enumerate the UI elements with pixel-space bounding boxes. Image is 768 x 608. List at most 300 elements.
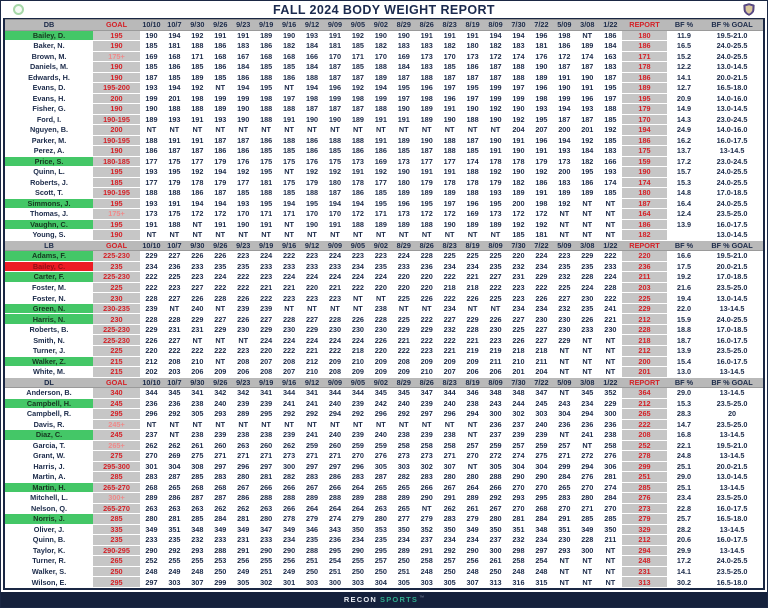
date-column-header: 9/23 (232, 377, 255, 388)
weight-cell: 260 (255, 440, 278, 451)
report-cell: 252 (622, 440, 667, 451)
goal-cell: 190 (93, 230, 140, 241)
date-column-header: 8/29 (392, 377, 415, 388)
weight-cell: 189 (415, 114, 438, 125)
weight-cell: NT (278, 219, 301, 230)
weight-cell: 184 (392, 62, 415, 73)
weight-cell: 251 (255, 566, 278, 577)
weight-cell: 306 (599, 461, 622, 472)
weight-cell: NT (163, 430, 186, 441)
bf-goal-cell: 23.0-24.5 (701, 156, 763, 167)
weight-cell: 260 (209, 440, 232, 451)
weight-cell: NT (369, 125, 392, 136)
weight-cell: 282 (278, 472, 301, 483)
weight-cell: 191 (163, 198, 186, 209)
player-row (5, 461, 763, 472)
weight-cell: 223 (369, 251, 392, 262)
player-row (5, 472, 763, 483)
weight-cell: NT (392, 419, 415, 430)
weight-cell: 279 (346, 514, 369, 525)
weight-cell: 255 (186, 556, 209, 567)
report-cell: 201 (622, 367, 667, 378)
weight-cell: NT (301, 230, 324, 241)
weight-cell: 196 (530, 83, 553, 94)
weight-cell: 288 (278, 493, 301, 504)
bf-cell: 17.2 (667, 156, 701, 167)
weight-cell: NT (186, 335, 209, 346)
weight-cell: 173 (346, 156, 369, 167)
player-name: Taylor, K. (5, 545, 93, 556)
player-row (5, 104, 763, 115)
weight-cell: 188 (369, 104, 392, 115)
weight-cell: 191 (530, 146, 553, 157)
weight-cell: 307 (461, 577, 484, 588)
weight-cell: NT (346, 293, 369, 304)
weight-cell: 177 (369, 177, 392, 188)
bf-goal-cell: 23.5-25.0 (701, 566, 763, 577)
weight-cell: 263 (232, 440, 255, 451)
weight-cell: 289 (392, 545, 415, 556)
weight-cell: 221 (461, 335, 484, 346)
bf-cell: 15.2 (667, 51, 701, 62)
bf-goal-cell: 14.0-16.0 (701, 93, 763, 104)
weight-cell: 239 (415, 398, 438, 409)
weight-cell: 263 (186, 503, 209, 514)
weight-cell: 189 (576, 188, 599, 199)
bf-goal-cell: 23.0-24.5 (701, 114, 763, 125)
weight-cell: 209 (438, 356, 461, 367)
weight-cell: 291 (415, 545, 438, 556)
weight-cell: 291 (553, 514, 576, 525)
player-row (5, 188, 763, 199)
weight-cell: 235 (209, 261, 232, 272)
weight-cell: 192 (599, 125, 622, 136)
weight-cell: 284 (553, 472, 576, 483)
weight-cell: 224 (324, 251, 347, 262)
weight-cell: 191 (415, 30, 438, 41)
weight-cell: 208 (163, 356, 186, 367)
weight-cell: 177 (140, 177, 163, 188)
weight-cell: 191 (186, 135, 209, 146)
weight-cell: 206 (484, 367, 507, 378)
weight-cell: 240 (530, 419, 553, 430)
weight-cell: 236 (163, 261, 186, 272)
player-row (5, 398, 763, 409)
weight-cell: 193 (576, 104, 599, 115)
weight-cell: 184 (301, 41, 324, 52)
weight-cell: 251 (324, 566, 347, 577)
report-cell: 313 (622, 577, 667, 588)
weight-cell: 189 (576, 41, 599, 52)
weight-cell: 283 (209, 472, 232, 483)
goal-cell: 225-230 (93, 272, 140, 283)
weight-cell: 188 (255, 72, 278, 83)
weight-cell: 167 (232, 51, 255, 62)
weight-cell: 193 (140, 83, 163, 94)
weight-cell: NT (278, 83, 301, 94)
weight-cell: 292 (163, 409, 186, 420)
weight-cell: 185 (599, 114, 622, 125)
weight-cell: 191 (209, 30, 232, 41)
weight-cell: 187 (576, 114, 599, 125)
weight-cell: 189 (140, 114, 163, 125)
weight-cell: 199 (507, 93, 530, 104)
weight-cell: 266 (415, 482, 438, 493)
weight-cell: 191 (507, 135, 530, 146)
weight-cell: 280 (232, 472, 255, 483)
weight-cell: 293 (186, 545, 209, 556)
bf-cell: 28.2 (667, 524, 701, 535)
goal-cell: 200 (93, 125, 140, 136)
player-name: Foster, M. (5, 282, 93, 293)
goal-cell: 295 (93, 577, 140, 588)
goal-cell: 215 (93, 367, 140, 378)
weight-cell: 233 (186, 261, 209, 272)
report-cell: 294 (622, 545, 667, 556)
weight-cell: 187 (324, 104, 347, 115)
player-name: Grant, W. (5, 451, 93, 462)
weight-cell: 292 (163, 545, 186, 556)
weight-cell: 230 (324, 324, 347, 335)
weight-cell: 224 (599, 272, 622, 283)
weight-cell: 227 (255, 314, 278, 325)
weight-cell: NT (232, 419, 255, 430)
weight-cell: 196 (324, 83, 347, 94)
weight-cell: 185 (140, 62, 163, 73)
player-row (5, 156, 763, 167)
weight-cell: 305 (484, 461, 507, 472)
weight-cell: 191 (484, 146, 507, 157)
section-header-row (5, 20, 763, 31)
weight-cell: 185 (255, 146, 278, 157)
player-name: Daniels, M. (5, 62, 93, 73)
weight-cell: 229 (301, 324, 324, 335)
player-name: Turner, R. (5, 556, 93, 567)
weight-cell: 178 (186, 177, 209, 188)
weight-cell: 188 (507, 72, 530, 83)
weight-cell: 255 (163, 556, 186, 567)
player-name: Brown, M. (5, 51, 93, 62)
date-column-header: 9/05 (346, 377, 369, 388)
weight-cell: 175 (324, 156, 347, 167)
weight-cell: 268 (186, 482, 209, 493)
weight-cell: 209 (415, 356, 438, 367)
weight-cell: 178 (438, 177, 461, 188)
goal-cell: 295-300 (93, 461, 140, 472)
weight-cell: 186 (346, 146, 369, 157)
weight-cell: 196 (415, 83, 438, 94)
date-column-header: 8/23 (438, 20, 461, 31)
weight-cell: 193 (232, 198, 255, 209)
weight-cell: 220 (415, 272, 438, 283)
weight-cell: NT (484, 125, 507, 136)
weight-cell: 261 (461, 503, 484, 514)
weight-cell: 307 (186, 577, 209, 588)
bf-goal-cell: 17.0-18.5 (701, 272, 763, 283)
player-row (5, 93, 763, 104)
goal-cell: 195 (93, 167, 140, 178)
weight-cell: 166 (301, 51, 324, 62)
weight-cell: 257 (438, 556, 461, 567)
weight-cell: 189 (461, 219, 484, 230)
bf-cell: 12.7 (667, 83, 701, 94)
weight-cell: 190 (301, 219, 324, 230)
weight-cell: 295 (255, 409, 278, 420)
weight-cell: NT (484, 303, 507, 314)
bf-goal-cell: 13-14.5 (701, 524, 763, 535)
weight-cell: 210 (186, 356, 209, 367)
weight-cell: 222 (255, 293, 278, 304)
weight-cell: 271 (438, 451, 461, 462)
weight-cell: 187 (209, 188, 232, 199)
section-header-row (5, 240, 763, 251)
weight-cell: 226 (140, 335, 163, 346)
player-name: Bailey, C. (5, 261, 93, 272)
weight-cell: 200 (553, 167, 576, 178)
weight-cell: 267 (438, 482, 461, 493)
weight-cell: 229 (576, 251, 599, 262)
weight-cell: 187 (461, 135, 484, 146)
player-name: Young, S. (5, 230, 93, 241)
weight-cell: 188 (438, 146, 461, 157)
bf-cell: 22.8 (667, 503, 701, 514)
weight-cell: 198 (530, 93, 553, 104)
date-column-header: 9/02 (369, 20, 392, 31)
weight-cell: 226 (415, 293, 438, 304)
weight-cell: 224 (369, 272, 392, 283)
weight-cell: 188 (346, 219, 369, 230)
weight-cell: 233 (255, 535, 278, 546)
weight-cell: 194 (163, 83, 186, 94)
player-name: Bailey, D. (5, 30, 93, 41)
weight-cell: 346 (461, 388, 484, 399)
player-name: Mitchell, L. (5, 493, 93, 504)
weight-cell: 291 (438, 493, 461, 504)
weight-cell: 263 (163, 503, 186, 514)
weight-cell: 226 (576, 314, 599, 325)
weight-cell: 220 (369, 282, 392, 293)
weight-cell: 170 (324, 51, 347, 62)
weight-cell: 305 (232, 577, 255, 588)
weight-cell: 193 (530, 104, 553, 115)
date-column-header: 8/19 (461, 240, 484, 251)
weight-cell: 342 (232, 388, 255, 399)
player-name: Walker, Z. (5, 356, 93, 367)
player-name: Quinn, L. (5, 167, 93, 178)
weight-cell: 225 (392, 314, 415, 325)
weight-cell: 208 (324, 367, 347, 378)
weight-cell: 235 (301, 535, 324, 546)
weight-cell: 166 (599, 156, 622, 167)
weight-cell: 178 (346, 177, 369, 188)
bf-goal-cell: 16.0-17.5 (701, 356, 763, 367)
weight-cell: 186 (301, 146, 324, 157)
player-row (5, 272, 763, 283)
weight-cell: 264 (346, 503, 369, 514)
weight-cell: 262 (140, 440, 163, 451)
bf-goal-cell: 16.0-17.5 (701, 503, 763, 514)
weight-cell: 189 (484, 219, 507, 230)
weight-cell: 346 (301, 524, 324, 535)
weight-cell: 227 (507, 314, 530, 325)
weight-cell: 195 (484, 198, 507, 209)
weight-cell: 223 (278, 293, 301, 304)
weight-cell: 190 (278, 30, 301, 41)
goal-cell: 230-235 (93, 303, 140, 314)
goal-cell: 225 (93, 282, 140, 293)
player-row (5, 514, 763, 525)
weight-cell: NT (599, 345, 622, 356)
weight-cell: 300 (576, 545, 599, 556)
weight-cell: 301 (140, 461, 163, 472)
weight-cell: 197 (599, 93, 622, 104)
weight-cell: 300 (599, 409, 622, 420)
weight-cell: NT (599, 356, 622, 367)
weight-cell: 194 (484, 30, 507, 41)
bf-cell: 14.7 (667, 419, 701, 430)
weight-cell: 191 (576, 83, 599, 94)
bf-goal-cell: 24.0-25.5 (701, 177, 763, 188)
weight-cell: 171 (346, 51, 369, 62)
player-row (5, 125, 763, 136)
weight-cell: 262 (163, 440, 186, 451)
weight-cell: 209 (324, 356, 347, 367)
weight-cell: 222 (209, 282, 232, 293)
player-name: Smith, N. (5, 335, 93, 346)
weight-cell: 289 (392, 493, 415, 504)
weight-cell: 195 (163, 167, 186, 178)
weight-cell: NT (415, 230, 438, 241)
weight-cell: 196 (530, 135, 553, 146)
weight-cell: 222 (438, 293, 461, 304)
weight-cell: 185 (163, 72, 186, 83)
weight-cell: 208 (255, 367, 278, 378)
weight-cell: 264 (301, 503, 324, 514)
weight-cell: 195 (530, 114, 553, 125)
weight-cell: 229 (186, 314, 209, 325)
weight-cell: 288 (301, 545, 324, 556)
weight-cell: NT (553, 209, 576, 220)
weight-cell: 189 (392, 135, 415, 146)
report-cell: 178 (622, 62, 667, 73)
goal-cell: 185 (93, 177, 140, 188)
report-cell: 186 (622, 41, 667, 52)
weight-cell: 234 (461, 535, 484, 546)
weight-cell: 206 (232, 367, 255, 378)
weight-cell: 191 (369, 114, 392, 125)
weight-cell: 192 (186, 83, 209, 94)
weight-cell: 270 (530, 482, 553, 493)
weight-cell: 187 (484, 62, 507, 73)
weight-cell: NT (576, 577, 599, 588)
footer-brand-bar (1, 592, 767, 607)
weight-cell: 198 (301, 93, 324, 104)
player-row (5, 209, 763, 220)
weight-cell: 241 (599, 303, 622, 314)
weight-cell: 350 (346, 524, 369, 535)
weight-cell: 194 (553, 135, 576, 146)
player-name: Campbell, H. (5, 398, 93, 409)
date-column-header: 9/05 (346, 20, 369, 31)
weight-cell: 187 (301, 104, 324, 115)
report-cell: 186 (622, 135, 667, 146)
weight-cell: 267 (484, 503, 507, 514)
weight-cell: 212 (301, 356, 324, 367)
weight-cell: 210 (301, 367, 324, 378)
weight-cell: 223 (484, 335, 507, 346)
date-column-header: 1/22 (599, 20, 622, 31)
weight-cell: 223 (415, 345, 438, 356)
goal-cell: 190 (93, 146, 140, 157)
weight-cell: 169 (369, 156, 392, 167)
weight-cell: 191 (392, 114, 415, 125)
weight-cell: NT (186, 125, 209, 136)
player-row (5, 345, 763, 356)
weight-cell: 229 (209, 324, 232, 335)
date-column-header: 8/29 (392, 240, 415, 251)
weight-cell: 256 (232, 556, 255, 567)
weight-cell: 182 (369, 41, 392, 52)
weight-cell: 272 (576, 451, 599, 462)
report-cell: 222 (622, 419, 667, 430)
weight-cell: 186 (599, 30, 622, 41)
report-cell: 229 (622, 303, 667, 314)
weight-cell: 186 (278, 72, 301, 83)
weight-cell: 189 (369, 72, 392, 83)
weight-cell: 259 (369, 440, 392, 451)
bf-cell: 15.3 (667, 398, 701, 409)
weight-cell: 211 (530, 356, 553, 367)
weight-cell: 230 (576, 293, 599, 304)
weight-cell: 349 (140, 524, 163, 535)
date-column-header: 9/12 (301, 20, 324, 31)
bf-goal-column-header: BF % GOAL (701, 240, 763, 251)
weight-cell: 228 (599, 282, 622, 293)
player-row (5, 114, 763, 125)
weight-cell: 283 (346, 472, 369, 483)
goal-cell: 235 (93, 261, 140, 272)
weight-cell: 256 (461, 556, 484, 567)
weight-cell: 225 (484, 293, 507, 304)
weight-cell: 228 (576, 272, 599, 283)
weight-cell: 223 (553, 251, 576, 262)
report-cell: 212 (622, 398, 667, 409)
goal-cell: 190-195 (93, 135, 140, 146)
weight-cell: 249 (232, 566, 255, 577)
weight-cell: 182 (576, 156, 599, 167)
weight-cell: 182 (507, 177, 530, 188)
date-column-header: 1/22 (599, 377, 622, 388)
weight-cell: 297 (255, 461, 278, 472)
player-row (5, 367, 763, 378)
weight-cell: 192 (484, 167, 507, 178)
brand-sports: SPORTS (380, 595, 419, 604)
weight-cell: 239 (232, 303, 255, 314)
weight-cell: 223 (507, 282, 530, 293)
weight-cell: 223 (232, 251, 255, 262)
bf-cell: 15.7 (667, 167, 701, 178)
player-name: Evans, H. (5, 93, 93, 104)
weight-cell: 176 (530, 51, 553, 62)
goal-cell: 245 (93, 398, 140, 409)
weight-cell: NT (576, 566, 599, 577)
weight-cell: 262 (209, 503, 232, 514)
weight-cell: 344 (346, 388, 369, 399)
date-column-header: 9/30 (186, 20, 209, 31)
weight-cell: NT (461, 430, 484, 441)
weight-cell: 168 (209, 51, 232, 62)
weight-cell: 172 (186, 209, 209, 220)
